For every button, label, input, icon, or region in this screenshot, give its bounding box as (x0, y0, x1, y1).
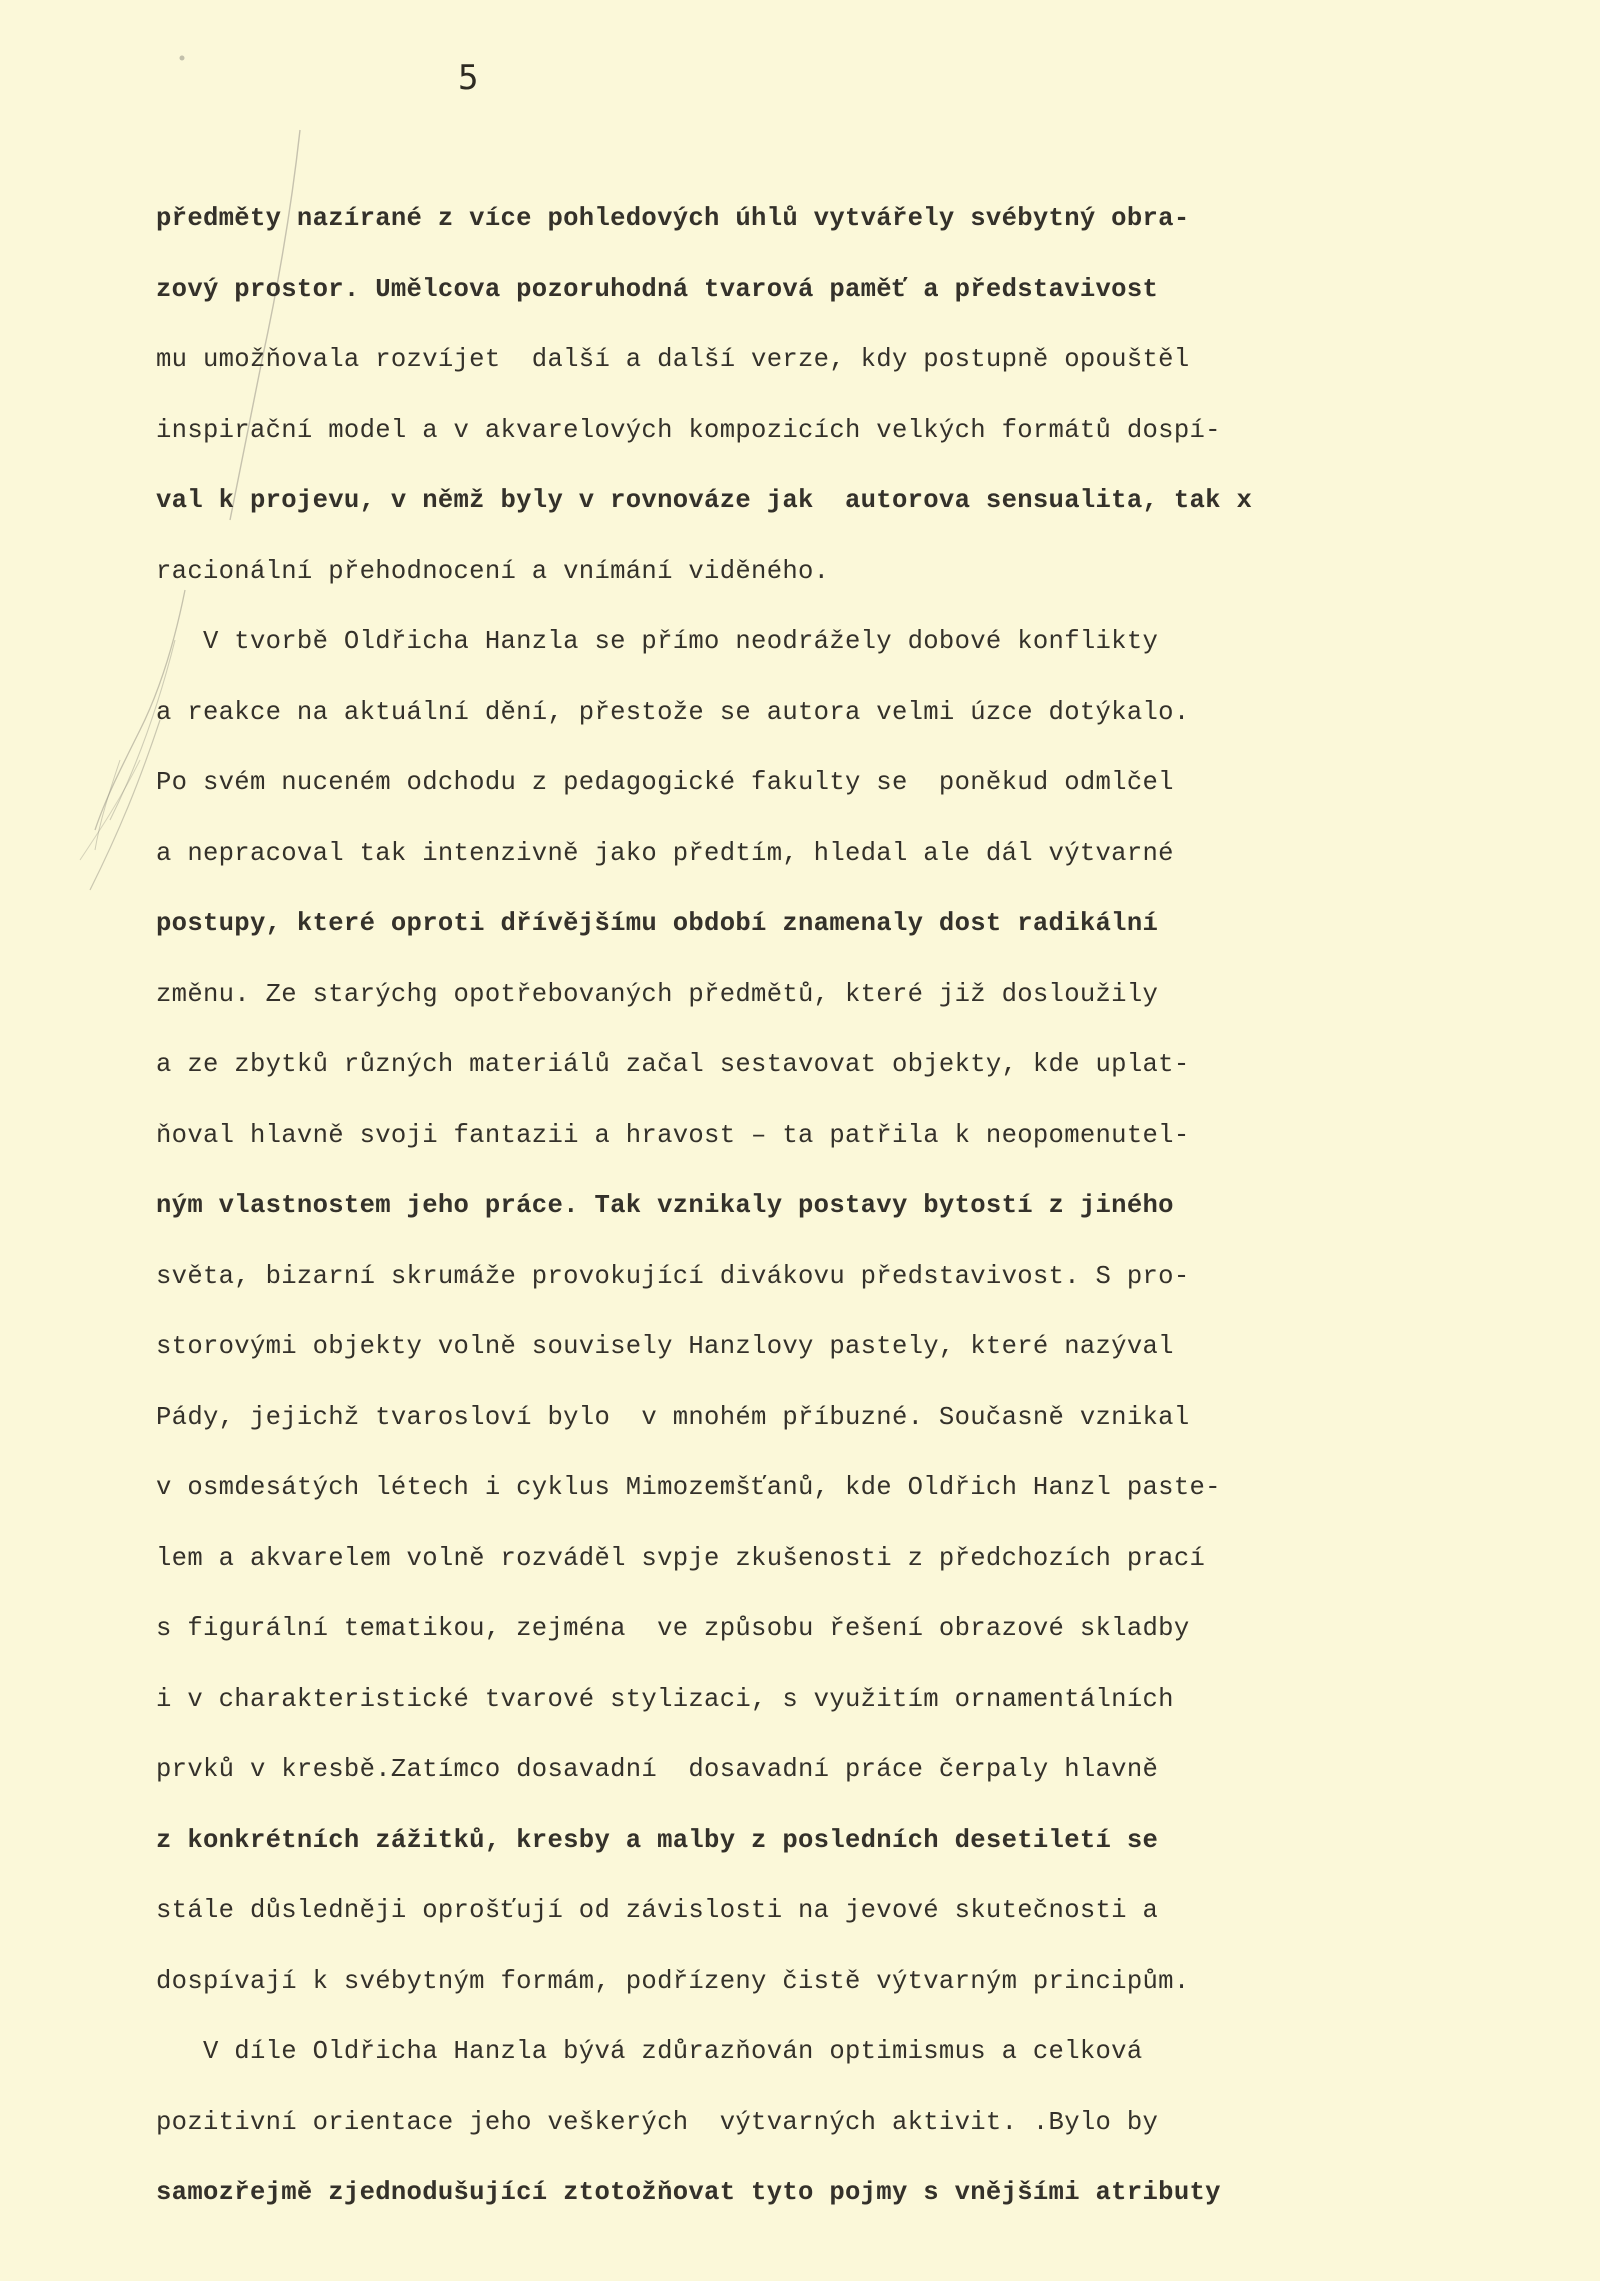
text-line: předměty nazírané z více pohledových úhlů vytvářely svébytný obra- (156, 204, 1190, 233)
text-line: a nepracoval tak intenzivně jako předtím, hledal ale dál výtvarné (156, 838, 1174, 868)
text-line: lem a akvarelem volně rozváděl svpje zkušenosti z předchozích prací (156, 1543, 1206, 1573)
text-line: i v charakteristické tvarové stylizaci, s využitím ornamentálních (156, 1684, 1174, 1714)
text-line: zový prostor. Umělcova pozoruhodná tvarová paměť a představivost (156, 274, 1159, 304)
text-line: ňoval hlavně svoji fantazii a hravost – ta patřila k neopomenutel- (156, 1120, 1190, 1150)
text-line: samozřejmě zjednodušující ztotožňovat tyto pojmy s vnějšími atributy (156, 2178, 1221, 2207)
text-line: inspirační model a v akvarelových kompozicích velkých formátů dospí- (156, 415, 1221, 445)
text-line: racionální přehodnocení a vnímání viděného. (156, 556, 830, 586)
text-line: z konkrétních zážitků, kresby a malby z posledních desetiletí se (156, 1825, 1159, 1855)
typewritten-text-body (156, 184, 1576, 2229)
text-line: ným vlastnostem jeho práce. Tak vznikaly postavy bytostí z jiného (156, 1191, 1174, 1220)
text-line: a reakce na aktuální dění, přestože se autora velmi úzce dotýkalo. (156, 697, 1190, 727)
text-line: stále důsledněji oprošťují od závislosti na jevové skutečnosti a (156, 1896, 1159, 1925)
text-line: Pády, jejichž tvarosloví bylo v mnohém příbuzné. Současně vznikal (156, 1402, 1190, 1432)
text-line: mu umožňovala rozvíjet další a další verze, kdy postupně opouštěl (156, 345, 1190, 374)
text-line: storovými objekty volně souvisely Hanzlovy pastely, které nazýval (156, 1332, 1174, 1361)
text-line: val k projevu, v němž byly v rovnováze jak autorova sensualita, tak x (156, 486, 1253, 515)
pencil-stroke (80, 760, 140, 860)
pencil-stroke (90, 720, 160, 890)
text-line: s figurální tematikou, zejména ve způsobu řešení obrazové skladby (156, 1614, 1190, 1643)
text-line: V díle Oldřicha Hanzla bývá zdůrazňován optimismus a celková (156, 2037, 1143, 2066)
text-line: Po svém nuceném odchodu z pedagogické fakulty se poněkud odmlčel (156, 768, 1174, 797)
text-line: a ze zbytků různých materiálů začal sestavovat objekty, kde uplat- (156, 1050, 1190, 1079)
page-number: 5 (458, 58, 479, 98)
text-line: prvků v kresbě.Zatímco dosavadní dosavadní práce čerpaly hlavně (156, 1755, 1159, 1784)
paper-speck (180, 56, 185, 61)
text-line: světa, bizarní skrumáže provokující divákovu představivost. S pro- (156, 1261, 1190, 1291)
text-line: změnu. Ze starýchg opotřebovaných předmětů, které již dosloužily (156, 979, 1159, 1009)
text-line: postupy, které oproti dřívějšímu období znamenaly dost radikální (156, 909, 1159, 938)
text-line: pozitivní orientace jeho veškerých výtvarných aktivit. .Bylo by (156, 2107, 1159, 2137)
text-line: dospívají k svébytným formám, podřízeny čistě výtvarným principům. (156, 1966, 1190, 1996)
text-line: V tvorbě Oldřicha Hanzla se přímo neodrážely dobové konflikty (156, 627, 1159, 656)
pencil-stroke (95, 760, 120, 850)
text-line: v osmdesátých létech i cyklus Mimozemšťanů, kde Oldřich Hanzl paste- (156, 1473, 1221, 1502)
